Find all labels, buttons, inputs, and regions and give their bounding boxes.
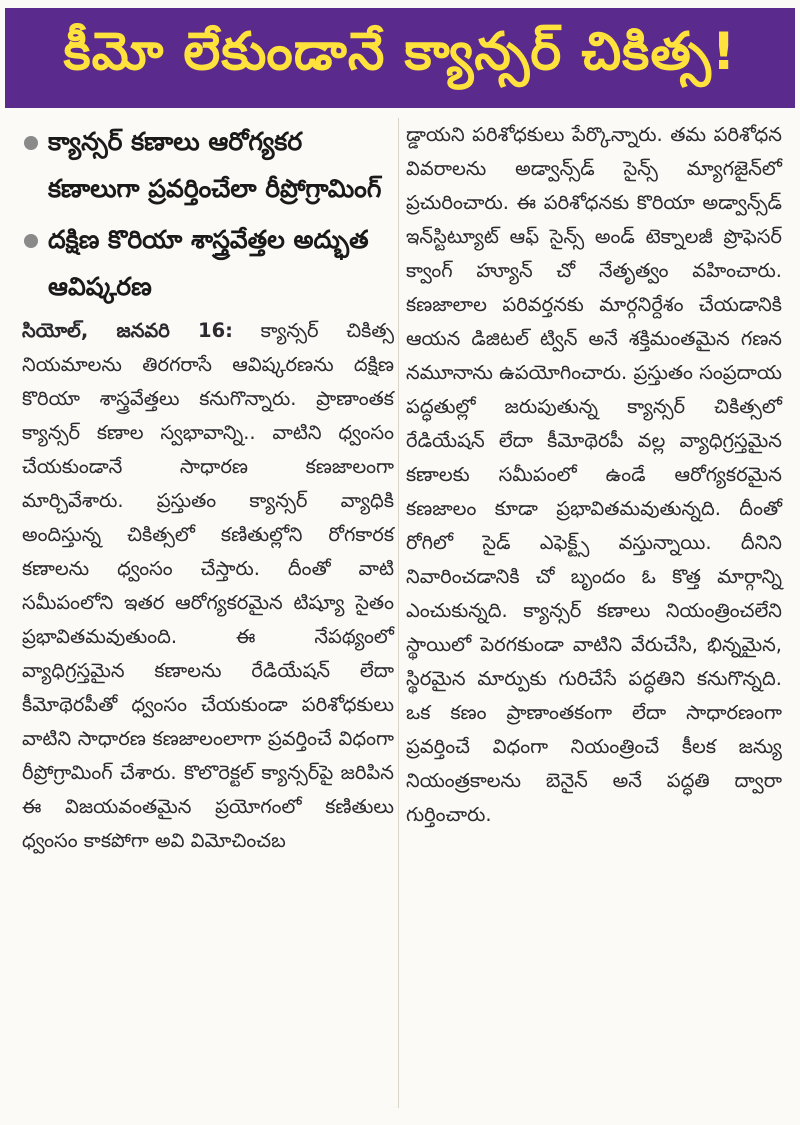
bullet-dot-icon (24, 136, 38, 150)
bullet-dot-icon (24, 234, 38, 248)
highlight-item (22, 118, 394, 212)
article-left-column (22, 118, 394, 1118)
dateline: సియోల్, జనవరి 16: (22, 319, 233, 342)
headline-banner (5, 8, 795, 108)
article-right-column (406, 118, 782, 1118)
article-body-right: డ్డాయని పరిశోధకులు పేర్కొన్నారు. తమ పరిశోధన వివరాలను అడ్వాన్స్‌డ్ సైన్స్ మ్యాగజైన్‌లో ప్రచురించారు. ఈ పరిశోధనకు కొరియా అడ్వాన్స్‌డ్ ఇన్‌స్టిట్యూట్ ఆఫ్ సైన్స్ అండ్ టెక్నాలజీ ప్రొఫెసర్ క్వాంగ్ హ్యూన్ చో నేతృత్వం వహించారు. కణజాలాల పరివర్తనకు మార్గనిర్దేశం చేయడానికి ఆయన డిజిటల్ ట్విన్ అనే శక్తిమంతమైన గణన నమూనాను ఉపయోగించారు. ప్రస్తుతం సంప్రదాయ పద్ధతుల్లో జరుపుతున్న క్యాన్సర్ చికిత్సలో రేడియేషన్ లేదా కీమోథెరపీ వల్ల వ్యాధిగ్రస్తమైన కణాలకు సమీపంలో ఉండే ఆరోగ్యకరమైన కణజాలం కూడా ప్రభావితమవుతున్నది. దీంతో రోగిలో సైడ్ ఎఫెక్ట్స్ వస్తున్నాయి. దీనిని నివారించడానికి చో బృందం ఓ కొత్త మార్గాన్ని ఎంచుకున్నది. క్యాన్సర్ కణాలు నియంత్రించలేని స్థాయిలో పెరగకుండా వాటిని వేరుచేసి, భిన్నమైన, స్థిరమైన మార్పుకు గురిచేసే పద్ధతిని కనుగొన్నది. ఒక కణం ప్రాణాంతకంగా లేదా సాధారణంగా ప్రవర్తించే విధంగా నియంత్రించే కీలక జన్యు నియంత్రకాలను బెనైన్ అనే పద్ధతి ద్వారా గుర్తించారు. (406, 123, 782, 826)
highlight-text: దక్షిణ కొరియా శాస్త్రవేత్తల అద్భుత ఆవిష్కరణ (48, 225, 369, 301)
article-text-left: క్యాన్సర్ చికిత్స నియమాలను తిరగరాసే ఆవిష్కరణను దక్షిణ కొరియా శాస్త్రవేత్తలు కనుగొన్నారు. ప్రాణాంతక క్యాన్సర్ కణాల స్వభావాన్ని.. వాటిని ధ్వంసం చేయకుండానే సాధారణ కణజాలంగా మార్చివేశారు. ప్రస్తుతం క్యాన్సర్ వ్యాధికి అందిస్తున్న చికిత్సలో కణితుల్లోని రోగకారక కణాలను ధ్వంసం చేస్తారు. దీంతో వాటి సమీపంలోని ఇతర ఆరోగ్యకరమైన టిష్యూ సైతం ప్రభావితమవుతుంది. ఈ నేపథ్యంలో వ్యాధిగ్రస్తమైన కణాలను రేడియేషన్ లేదా కీమోథెరపీతో ధ్వంసం చేయకుండా పరిశోధకులు వాటిని సాధారణ కణజాలంలాగా ప్రవర్తించే విధంగా రీప్రోగ్రామింగ్ చేశారు. కొలొరెక్టల్ క్యాన్సర్‌పై జరిపిన ఈ విజయవంతమైన ప్రయోగంలో కణితులు ధ్వంసం కాకపోగా అవి విమోచించబ (22, 319, 395, 852)
column-divider (398, 118, 399, 1108)
article-body-left (22, 314, 394, 858)
headline: కీమో లేకుండానే క్యాన్సర్ చికిత్స! (63, 21, 737, 82)
highlight-item (22, 216, 394, 310)
highlight-text: క్యాన్సర్ కణాలు ఆరోగ్యకర కణాలుగా ప్రవర్తించేలా రీప్రోగ్రామింగ్ (48, 127, 382, 203)
